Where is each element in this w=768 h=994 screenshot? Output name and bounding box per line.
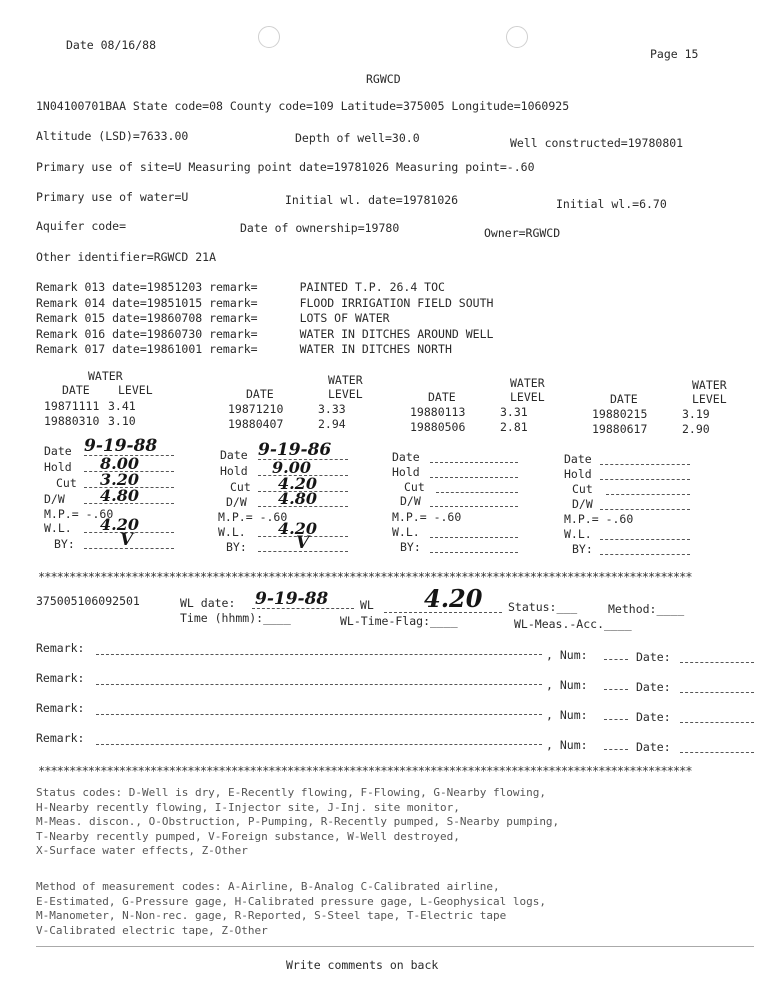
star-separator: ********************************************************************************************************* bbox=[38, 764, 692, 778]
entry-mp-label: M.P.= bbox=[392, 510, 427, 524]
remark-row bbox=[36, 327, 493, 343]
remark-label: Remark 015 date=19860708 remark= bbox=[36, 311, 258, 325]
remark-date-field[interactable] bbox=[680, 722, 754, 723]
remark-num-field[interactable] bbox=[604, 749, 628, 750]
col-date-header: DATE bbox=[62, 383, 90, 397]
level-value: 3.33 bbox=[318, 402, 346, 416]
entry-hold-label: Hold bbox=[44, 460, 72, 474]
level-value: 3.31 bbox=[500, 405, 528, 419]
level-value: 2.90 bbox=[682, 422, 710, 436]
wl-date-label: WL date: bbox=[180, 596, 236, 610]
footer-rule bbox=[36, 946, 754, 947]
level-date: 19880506 bbox=[410, 420, 466, 434]
agency-title: RGWCD bbox=[366, 72, 401, 86]
primary-use-water: Primary use of water=U bbox=[36, 190, 189, 204]
entry-wl-label: W.L. bbox=[392, 525, 420, 539]
remark-row bbox=[36, 280, 493, 296]
col-date-header: DATE bbox=[428, 390, 456, 404]
wl-time-flag-field[interactable]: WL-Time-Flag:____ bbox=[340, 614, 458, 628]
remark-field[interactable] bbox=[96, 714, 542, 715]
entry-mp-value: -.60 bbox=[433, 510, 462, 524]
remark-num-label: , Num: bbox=[546, 738, 588, 752]
entry-dw-label: D/W bbox=[572, 497, 593, 511]
remark-num-label: , Num: bbox=[546, 678, 588, 692]
entry-by-label: BY: bbox=[572, 542, 593, 556]
entry-by-initials[interactable]: V bbox=[296, 533, 310, 553]
remark-num-field[interactable] bbox=[604, 689, 628, 690]
remark-field[interactable] bbox=[96, 654, 542, 655]
entry-mp-value: -.60 bbox=[259, 510, 288, 524]
initial-wl-date: Initial wl. date=19781026 bbox=[285, 193, 459, 207]
date-of-ownership: Date of ownership=19780 bbox=[240, 221, 400, 235]
entry-mp-value: -.60 bbox=[605, 512, 634, 526]
entry-dw-label: D/W bbox=[44, 492, 65, 506]
remark-date-label: Date: bbox=[636, 740, 671, 754]
level-value: 3.19 bbox=[682, 407, 710, 421]
entry-hold-value[interactable]: 8.00 bbox=[100, 454, 139, 473]
aquifer-code: Aquifer code= bbox=[36, 219, 127, 233]
entry-cut-label: Cut bbox=[56, 476, 77, 490]
entry-dw-label: D/W bbox=[400, 494, 421, 508]
well-constructed: Well constructed=19780801 bbox=[510, 136, 684, 150]
remark-row bbox=[36, 296, 493, 312]
entry-wl-field[interactable] bbox=[600, 539, 690, 540]
entry-hold-field[interactable] bbox=[600, 479, 690, 480]
entry-hold-label: Hold bbox=[564, 467, 592, 481]
remark-label: Remark: bbox=[36, 731, 85, 745]
level-date: 19880407 bbox=[228, 417, 284, 431]
report-date: Date 08/16/88 bbox=[66, 38, 157, 52]
remark-field[interactable] bbox=[96, 744, 542, 745]
remark-label: Remark 016 date=19860730 remark= bbox=[36, 326, 258, 341]
level-value: 3.10 bbox=[108, 414, 136, 428]
col-date-header: DATE bbox=[610, 392, 638, 406]
entry-by-label: BY: bbox=[400, 540, 421, 554]
entry-date-label: Date bbox=[392, 450, 420, 464]
entry-hold-label: Hold bbox=[220, 464, 248, 478]
entry-cut-label: Cut bbox=[230, 480, 251, 494]
level-date: 19871210 bbox=[228, 402, 284, 416]
altitude: Altitude (LSD)=7633.00 bbox=[36, 129, 189, 143]
entry-wl-field[interactable] bbox=[430, 537, 518, 538]
remark-date-label: Date: bbox=[636, 650, 671, 664]
remark-date-field[interactable] bbox=[680, 752, 754, 753]
primary-use-site: Primary use of site=U Measuring point date=19781026 Measuring point=-.60 bbox=[36, 160, 535, 174]
site-id-line: 1N04100701BAA State code=08 County code=109 Latitude=375005 Longitude=1060925 bbox=[36, 99, 570, 113]
level-value: 3.41 bbox=[108, 399, 136, 413]
remark-text: WATER IN DITCHES NORTH bbox=[299, 342, 452, 356]
remark-text: PAINTED T.P. 26.4 TOC bbox=[299, 280, 445, 294]
punch-hole-1 bbox=[258, 26, 280, 48]
level-value: 2.81 bbox=[500, 420, 528, 434]
entry-by-field[interactable] bbox=[600, 554, 690, 555]
remark-num-field[interactable] bbox=[604, 659, 628, 660]
level-date: 19880310 bbox=[44, 414, 100, 428]
initial-wl: Initial wl.=6.70 bbox=[556, 197, 667, 211]
entry-wl-value[interactable]: 4.20 bbox=[278, 519, 317, 538]
wl-label: WL bbox=[360, 598, 374, 612]
star-separator: ********************************************************************************************************* bbox=[38, 570, 692, 584]
remark-row bbox=[36, 311, 493, 327]
remark-text: WATER IN DITCHES AROUND WELL bbox=[299, 326, 494, 341]
method-codes-legend: Method of measurement codes: A-Airline, B-Analog C-Calibrated airline, E-Estimated, G-Pressure gage, H-Calibrated pressure gage, L-Geophysical logs, M-Manometer, N-Non-rec. gage, R-Reported, S-Steel tape, T-Electric tape V-Calibrated electric tape, Z-Other bbox=[36, 880, 546, 937]
col-water-header: WATER bbox=[88, 369, 123, 383]
entry-cut-label: Cut bbox=[404, 480, 425, 494]
entry-hold-value[interactable]: 9.00 bbox=[272, 458, 311, 477]
remark-label: Remark 014 date=19851015 remark= bbox=[36, 295, 258, 310]
entry-date-label: Date bbox=[44, 444, 72, 458]
entry-date-field[interactable] bbox=[600, 464, 690, 465]
entry-by-field[interactable] bbox=[430, 552, 518, 553]
remark-date-field[interactable] bbox=[680, 692, 754, 693]
wl-meas-acc-field[interactable]: WL-Meas.-Acc.____ bbox=[514, 617, 632, 631]
entry-dw-label: D/W bbox=[226, 495, 247, 509]
col-level-header: LEVEL bbox=[510, 390, 545, 404]
entry-dw-field[interactable] bbox=[600, 509, 690, 510]
remark-date-label: Date: bbox=[636, 710, 671, 724]
col-level-header: LEVEL bbox=[118, 383, 153, 397]
entry-dw-value[interactable]: 4.80 bbox=[100, 486, 139, 505]
entry-hold-field[interactable] bbox=[430, 477, 518, 478]
other-identifier: Other identifier=RGWCD 21A bbox=[36, 250, 217, 264]
entry-cut-field[interactable] bbox=[606, 494, 690, 495]
punch-hole-2 bbox=[506, 26, 528, 48]
well-depth: Depth of well=30.0 bbox=[295, 131, 420, 145]
entry-wl-label: W.L. bbox=[44, 521, 72, 535]
entry-date-value[interactable]: 9-19-88 bbox=[84, 436, 158, 456]
entry-wl-label: W.L. bbox=[564, 527, 592, 541]
remark-date-field[interactable] bbox=[680, 662, 754, 663]
remark-field[interactable] bbox=[96, 684, 542, 685]
col-water-header: WATER bbox=[510, 376, 545, 390]
remark-text: FLOOD IRRIGATION FIELD SOUTH bbox=[299, 295, 494, 310]
remark-label: Remark 013 date=19851203 remark= bbox=[36, 280, 258, 294]
entry-hold-label: Hold bbox=[392, 465, 420, 479]
remark-num-field[interactable] bbox=[604, 719, 628, 720]
remark-row bbox=[36, 342, 493, 358]
remarks-list bbox=[36, 280, 493, 358]
col-level-header: LEVEL bbox=[328, 387, 363, 401]
level-date: 19880215 bbox=[592, 407, 648, 421]
remark-text: LOTS OF WATER bbox=[299, 311, 390, 325]
entry-dw-value[interactable]: 4.80 bbox=[278, 489, 317, 508]
col-level-header: LEVEL bbox=[692, 392, 727, 406]
method-field[interactable]: Method:____ bbox=[608, 602, 685, 616]
entry-dw-field[interactable] bbox=[430, 506, 518, 507]
entry-by-label: BY: bbox=[226, 540, 247, 554]
owner: Owner=RGWCD bbox=[484, 226, 561, 240]
col-water-header: WATER bbox=[328, 373, 363, 387]
page-number: Page 15 bbox=[650, 47, 699, 61]
entry-date-label: Date bbox=[564, 452, 592, 466]
wl-value[interactable]: 4.20 bbox=[424, 584, 483, 613]
footer-note: Write comments on back bbox=[286, 958, 439, 972]
entry-wl-value[interactable]: 4.20 bbox=[100, 515, 139, 534]
col-date-header: DATE bbox=[246, 387, 274, 401]
entry-mp-label: M.P.= bbox=[564, 512, 599, 526]
remark-num-label: , Num: bbox=[546, 648, 588, 662]
entry-date-value[interactable]: 9-19-86 bbox=[258, 440, 332, 460]
entry-mp-value: -.60 bbox=[85, 507, 114, 521]
status-field[interactable]: Status:___ bbox=[508, 600, 578, 614]
entry-mp-label: M.P.= bbox=[218, 510, 253, 524]
wl-date-value[interactable]: 9-19-88 bbox=[255, 589, 329, 609]
remark-date-label: Date: bbox=[636, 680, 671, 694]
entry-wl-label: W.L. bbox=[218, 525, 246, 539]
entry-date-field[interactable] bbox=[430, 462, 518, 463]
entry-cut-label: Cut bbox=[572, 482, 593, 496]
entry-mp-label: M.P.= bbox=[44, 507, 79, 521]
entry-cut-value[interactable]: 4.20 bbox=[278, 474, 317, 493]
remark-label: Remark: bbox=[36, 701, 85, 715]
entry-by-label: BY: bbox=[54, 537, 75, 551]
level-date: 19880113 bbox=[410, 405, 466, 419]
remark-num-label: , Num: bbox=[546, 708, 588, 722]
entry-date-label: Date bbox=[220, 448, 248, 462]
entry-cut-value[interactable]: 3.20 bbox=[100, 470, 139, 489]
level-date: 19880617 bbox=[592, 422, 648, 436]
remark-label: Remark 017 date=19861001 remark= bbox=[36, 342, 258, 356]
level-date: 19871111 bbox=[44, 399, 100, 413]
status-codes-legend: Status codes: D-Well is dry, E-Recently flowing, F-Flowing, G-Nearby flowing, H-Nearby recently flowing, I-Injector site, J-Inj. site monitor, M-Meas. discon., O-Obstruction, P-Pumping, R-Recently pumped, S-Nearby pumping, T-Nearby recently pumped, V-Foreign substance, W-Well destroyed, X-Surface water effects, Z-Other bbox=[36, 786, 560, 857]
remark-label: Remark: bbox=[36, 641, 85, 655]
time-field[interactable]: Time (hhmm):____ bbox=[180, 611, 291, 625]
entry-by-initials[interactable]: V bbox=[120, 530, 134, 550]
entry-cut-field[interactable] bbox=[436, 492, 518, 493]
col-water-header: WATER bbox=[692, 378, 727, 392]
level-value: 2.94 bbox=[318, 417, 346, 431]
new-entry-site-id: 375005106092501 bbox=[36, 594, 140, 608]
remark-label: Remark: bbox=[36, 671, 85, 685]
